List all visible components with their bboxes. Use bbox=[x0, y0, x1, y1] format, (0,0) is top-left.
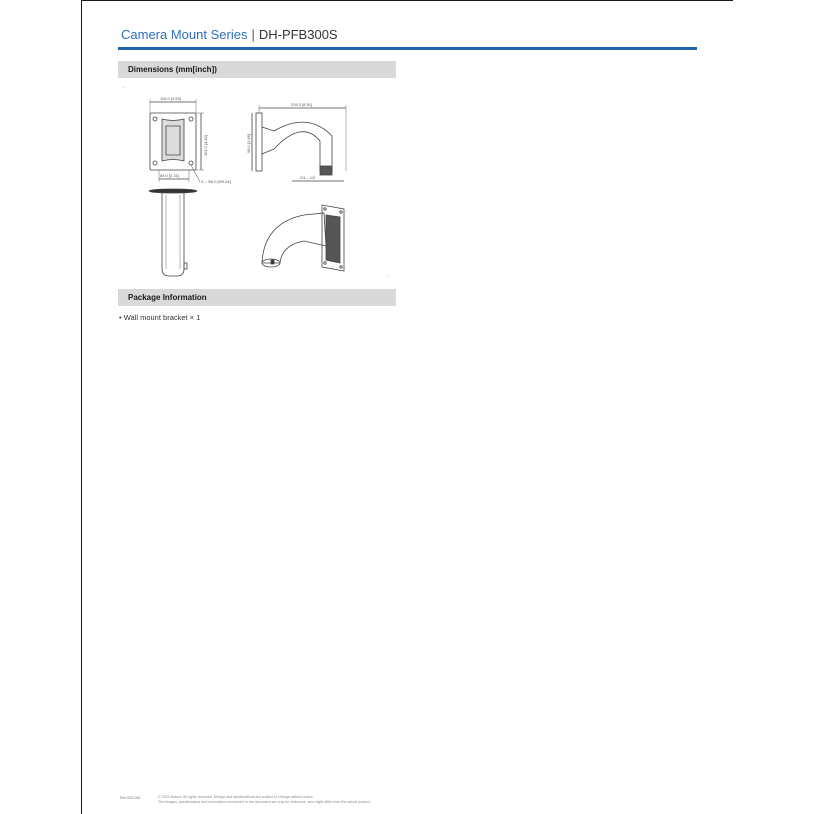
dimensions-drawing bbox=[82, 1, 734, 291]
dim-plate-height: 114.0 [4.49] bbox=[203, 135, 208, 156]
datasheet-page bbox=[81, 0, 733, 814]
series-name: Camera Mount Series bbox=[121, 27, 248, 42]
model-name: DH-PFB300S bbox=[258, 27, 338, 42]
footer-line-2: The images, specifications and information mentioned in the document are only for reference, and might differ from the actual product. bbox=[158, 800, 372, 804]
side-profile-view bbox=[252, 105, 346, 181]
footer-disclaimer bbox=[158, 795, 371, 805]
dimensions-section-header: Dimensions (mm[inch]) bbox=[118, 61, 396, 78]
bottom-pole-view bbox=[149, 189, 197, 276]
title-separator: | bbox=[251, 27, 255, 42]
footer-line-1: © 2023 Dahua. All rights reserved. Design and specifications are subject to change without notice. bbox=[158, 795, 314, 799]
dim-thread: G1 – 1/2 bbox=[300, 175, 316, 180]
mark-dot: · bbox=[387, 273, 389, 279]
dim-holes: 4 – Φ6.0 [Φ0.24] bbox=[201, 179, 231, 184]
dim-arm-length: 226.3 [8.91] bbox=[291, 102, 313, 107]
dim-bottom-width: 84.0 [3.31] bbox=[160, 173, 179, 178]
mark-dot: · bbox=[122, 85, 124, 91]
package-item: • Wall mount bracket × 1 bbox=[119, 313, 201, 322]
front-plate-view bbox=[150, 99, 204, 182]
dim-top-width: 115.0 [4.53] bbox=[160, 96, 181, 101]
dim-arm-height: 98.0 [3.86] bbox=[246, 134, 251, 153]
isometric-view bbox=[262, 205, 344, 271]
package-section-header: Package Information bbox=[118, 289, 396, 306]
footer-revision: Rev 002.000 bbox=[120, 796, 141, 800]
